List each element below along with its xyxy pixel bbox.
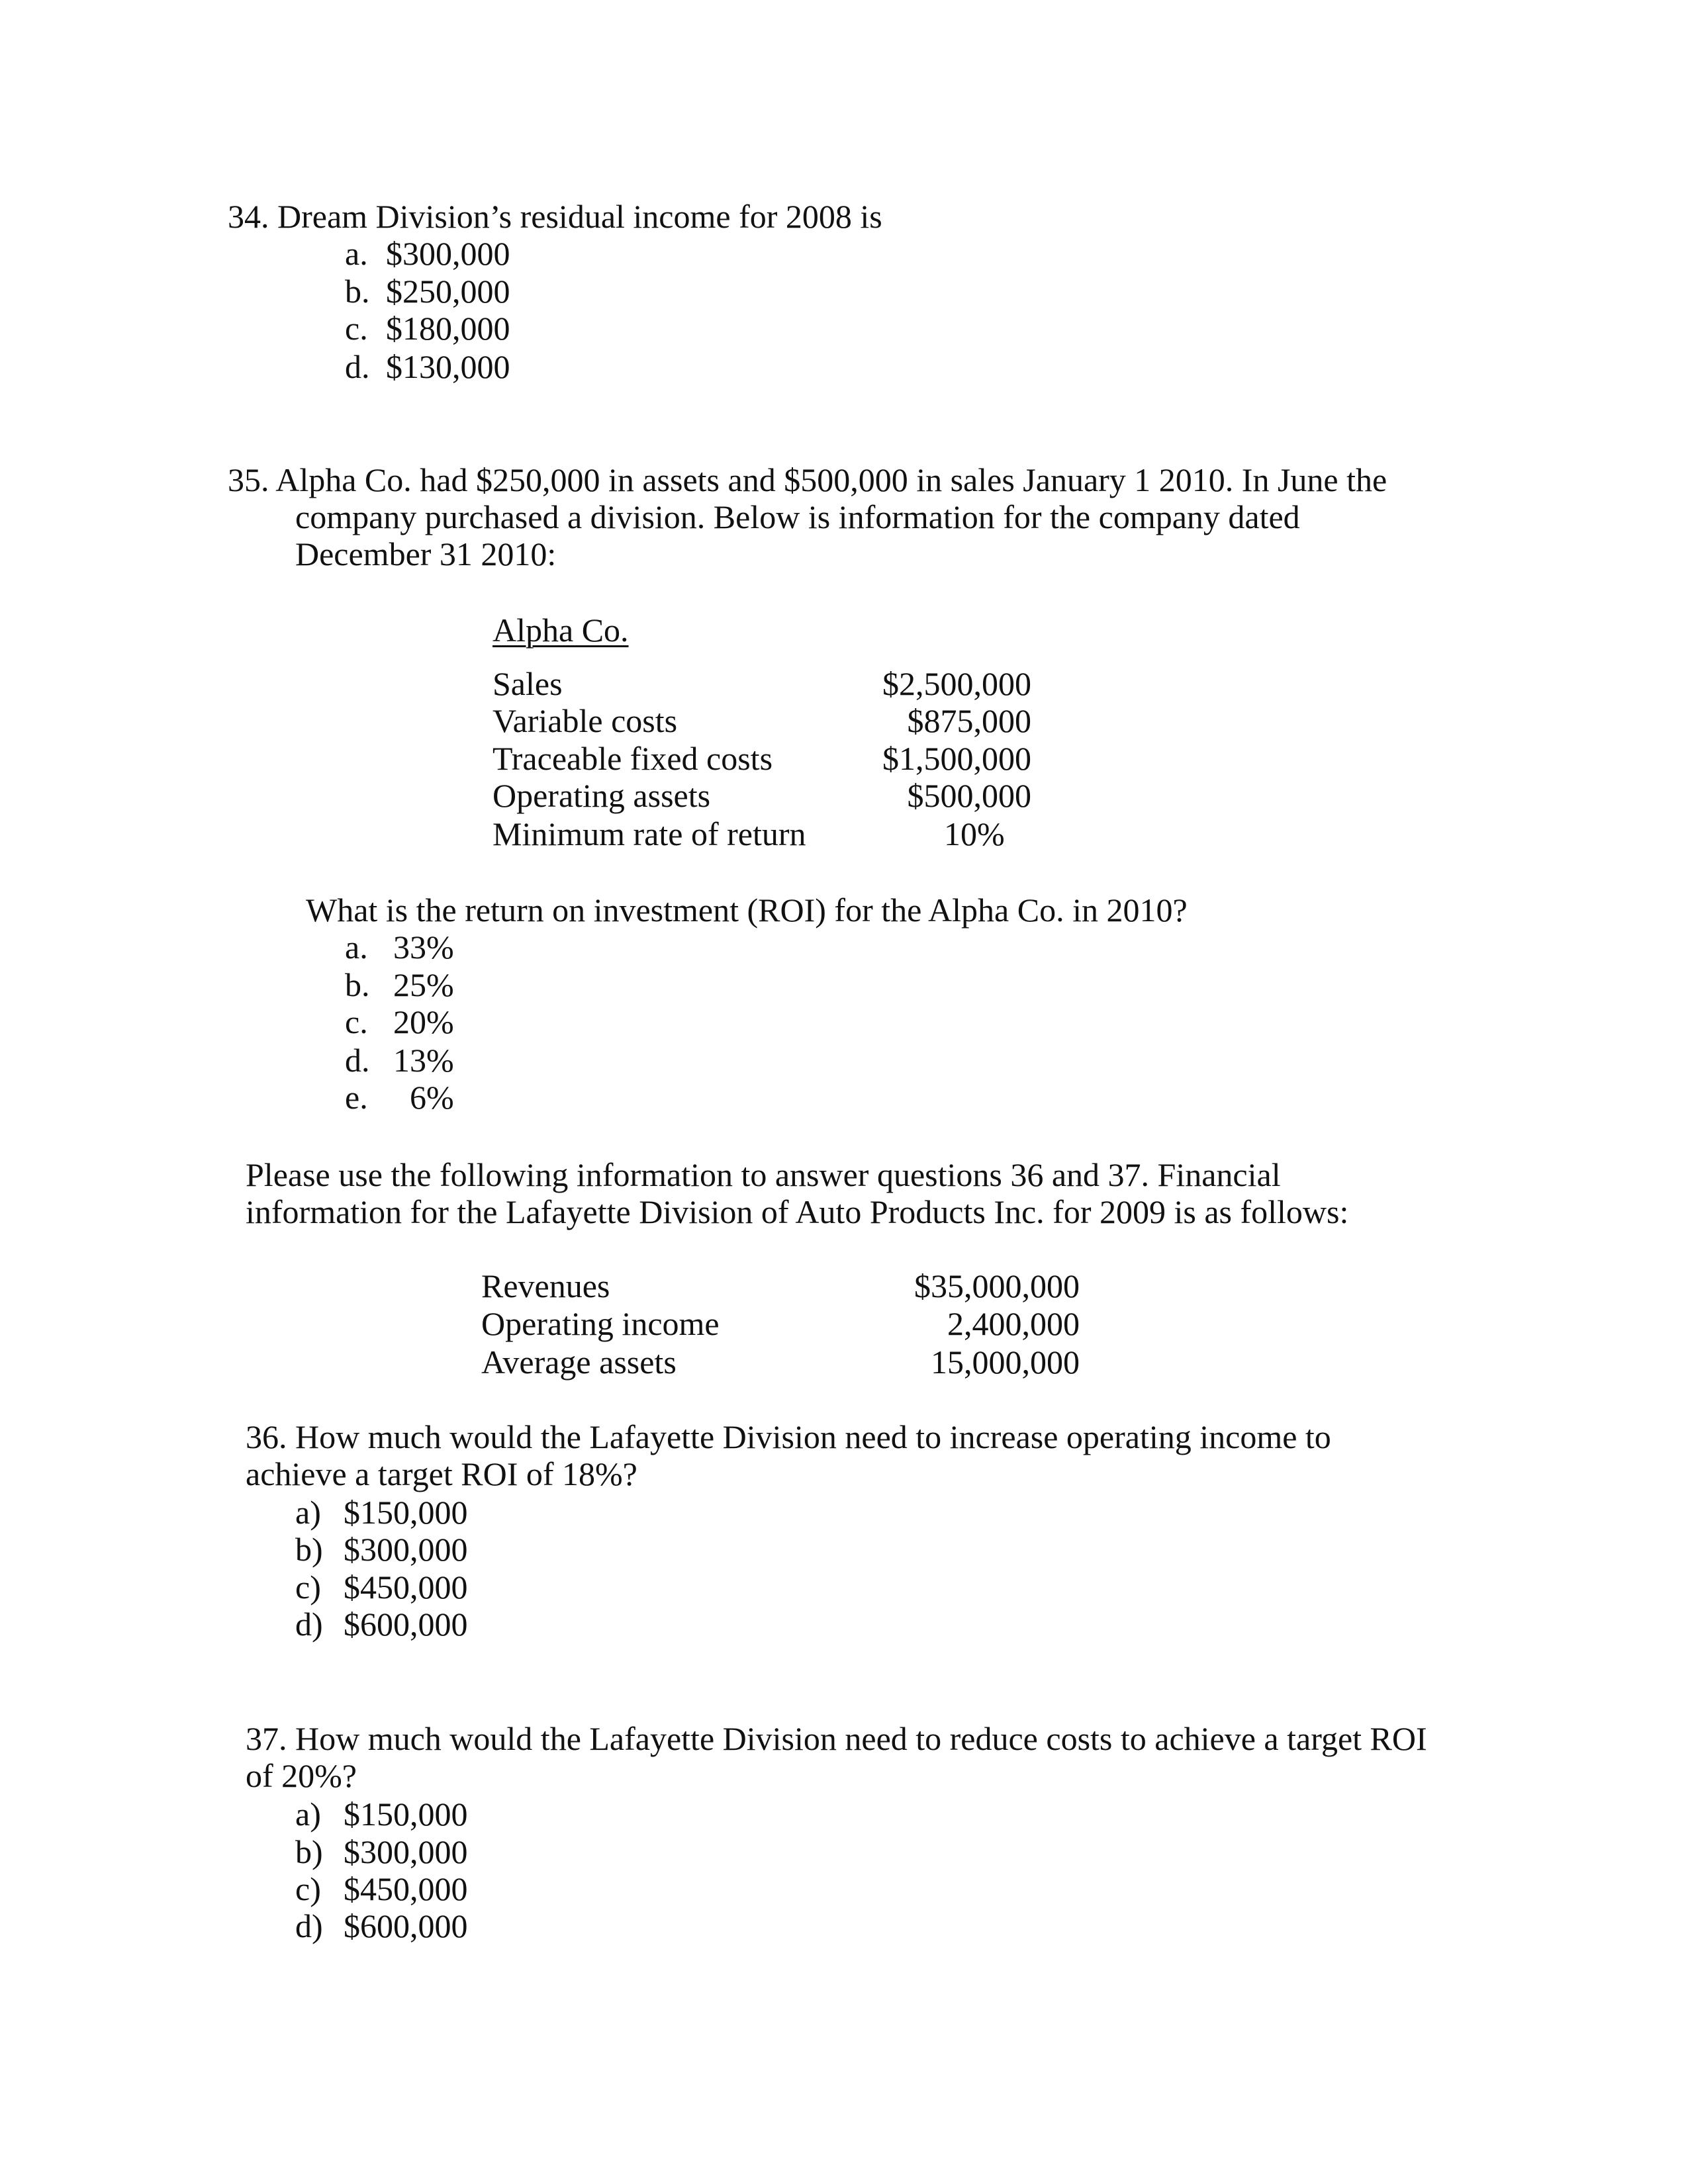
option-label: b. bbox=[345, 966, 370, 1003]
row-value: 2,400,000 bbox=[947, 1305, 1080, 1342]
question-text: achieve a target ROI of 18%? bbox=[246, 1455, 637, 1492]
row-value: 10% bbox=[944, 815, 1005, 852]
option-value: $450,000 bbox=[344, 1569, 468, 1606]
intro-text: Please use the following information to answer questions 36 and 37. Financial bbox=[246, 1156, 1281, 1193]
row-value: $500,000 bbox=[907, 777, 1031, 814]
table-title: Alpha Co. bbox=[492, 612, 629, 649]
option-label: b) bbox=[295, 1833, 323, 1870]
row-label: Average assets bbox=[481, 1343, 677, 1381]
row-label: Revenues bbox=[481, 1267, 610, 1304]
question-text: of 20%? bbox=[246, 1757, 357, 1794]
row-value: 15,000,000 bbox=[931, 1343, 1080, 1381]
row-label: Operating income bbox=[481, 1305, 720, 1342]
option-value: $130,000 bbox=[386, 348, 510, 385]
question-text: 37. How much would the Lafayette Division need to reduce costs to achieve a target ROI bbox=[246, 1720, 1427, 1757]
option-label: b) bbox=[295, 1531, 323, 1568]
question-text: December 31 2010: bbox=[295, 535, 557, 572]
option-label: c) bbox=[295, 1569, 321, 1606]
option-label: d) bbox=[295, 1606, 323, 1643]
row-label: Sales bbox=[492, 665, 563, 702]
intro-text: information for the Lafayette Division of Auto Products Inc. for 2009 is as follows: bbox=[246, 1193, 1349, 1230]
question-text: 35. Alpha Co. had $250,000 in assets and $500,000 in sales January 1 2010. In June the bbox=[228, 461, 1387, 498]
option-value: $180,000 bbox=[386, 310, 510, 347]
row-value: $35,000,000 bbox=[914, 1267, 1080, 1304]
option-label: a) bbox=[295, 1494, 321, 1531]
option-value: 6% bbox=[410, 1079, 454, 1116]
row-value: $2,500,000 bbox=[882, 665, 1031, 702]
option-value: 33% bbox=[393, 929, 454, 966]
option-value: $300,000 bbox=[344, 1531, 468, 1568]
option-value: $300,000 bbox=[386, 235, 510, 272]
row-value: $1,500,000 bbox=[882, 740, 1031, 777]
option-value: $150,000 bbox=[344, 1494, 468, 1531]
option-value: 13% bbox=[393, 1042, 454, 1079]
option-label: b. bbox=[345, 273, 370, 310]
option-value: $250,000 bbox=[386, 273, 510, 310]
question-text: What is the return on investment (ROI) for the Alpha Co. in 2010? bbox=[306, 891, 1188, 929]
row-value: $875,000 bbox=[907, 702, 1031, 739]
question-text: 34. Dream Division’s residual income for 2008 is bbox=[228, 198, 882, 235]
option-label: c. bbox=[345, 310, 368, 347]
row-label: Variable costs bbox=[492, 702, 678, 739]
option-value: $450,000 bbox=[344, 1870, 468, 1907]
option-label: a) bbox=[295, 1796, 321, 1833]
question-text: 36. How much would the Lafayette Division need to increase operating income to bbox=[246, 1418, 1331, 1455]
option-value: 25% bbox=[393, 966, 454, 1003]
option-value: 20% bbox=[393, 1003, 454, 1040]
option-label: d) bbox=[295, 1907, 323, 1944]
row-label: Minimum rate of return bbox=[492, 815, 806, 852]
row-label: Traceable fixed costs bbox=[492, 740, 773, 777]
option-label: e. bbox=[345, 1079, 368, 1116]
option-label: a. bbox=[345, 929, 368, 966]
option-value: $600,000 bbox=[344, 1907, 468, 1944]
option-value: $150,000 bbox=[344, 1796, 468, 1833]
option-label: d. bbox=[345, 348, 370, 385]
option-label: d. bbox=[345, 1042, 370, 1079]
option-label: c) bbox=[295, 1870, 321, 1907]
option-value: $600,000 bbox=[344, 1606, 468, 1643]
option-value: $300,000 bbox=[344, 1833, 468, 1870]
option-label: c. bbox=[345, 1003, 368, 1040]
option-label: a. bbox=[345, 235, 368, 272]
question-text: company purchased a division. Below is information for the company dated bbox=[295, 498, 1300, 535]
row-label: Operating assets bbox=[492, 777, 711, 814]
